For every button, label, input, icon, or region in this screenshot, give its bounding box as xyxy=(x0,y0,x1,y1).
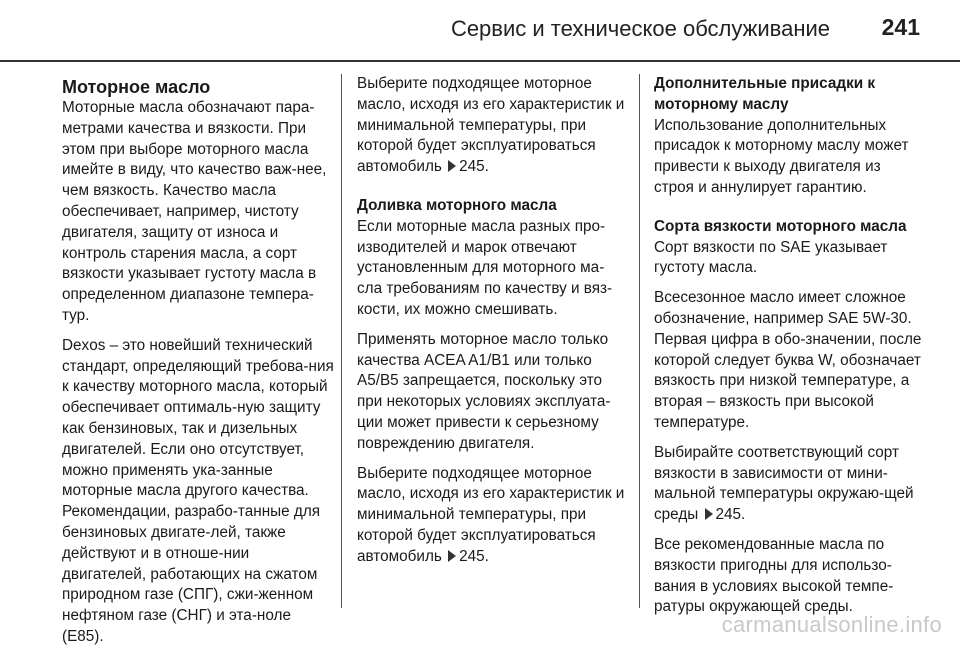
paragraph-text: Выберите подходящее моторное масло, исходя из его характеристик и минимальной температуры, при которой будет эксплуатироваться автомобиль xyxy=(357,464,625,565)
paragraph: Все рекомендованные масла по вязкости пригодны для использо-вания в условиях высокой темпе-ратуры окружающей среды. xyxy=(654,535,894,616)
paragraph: Dexos – это новейший технический стандарт, определяющий требова-ния к качеству моторного масла, который обеспечивает оптималь-ную защиту как бензиновых, так и дизельных двигателей. Если оно отсутствует, можно применять ука-занные моторные масла другого качества. Рекомендации, разрабо-танные для бензиновых двигате-лей, также действуют и в отноше-нии двигателей, работающих на сжатом природном газе (СПГ), сжи-женном нефтяном газе (СНГ) и эта-ноле (E85). xyxy=(62,336,334,645)
watermark: carmanualsonline.info xyxy=(721,612,942,637)
page-reference-arrow-icon xyxy=(448,550,456,562)
paragraph-text: Выбирайте соответствующий сорт вязкости в зависимости от мини-мальной температуры окружаю-щей среды xyxy=(654,443,914,524)
page-reference[interactable] xyxy=(446,158,489,175)
paragraph: Использование дополнительных присадок к моторному маслу может привести к выходу двигателя из строя и аннулирует гарантию. xyxy=(654,116,909,196)
paragraph xyxy=(357,464,625,568)
paragraph xyxy=(357,74,625,178)
page-number: 241 xyxy=(881,14,920,40)
column-1 xyxy=(62,74,336,657)
subsection-title: Дополнительные присадки к моторному маслу xyxy=(654,75,876,113)
header-divider xyxy=(0,60,960,62)
page-reference[interactable] xyxy=(446,548,489,565)
paragraph: Если моторные масла разных про-изводителей и марок отвечают установленным для моторного ма-сла требованиям по качеству и вяз-кости, их можно смешивать. xyxy=(357,217,613,318)
paragraph: Моторные масла обозначают пара-метрами качества и вязкости. При этом при выборе моторного масла имейте в виду, что качество важ-нее, чем вязкость. Качество масла обеспечивает, например, чистоту двигателя, защиту от износа и контроль старения масла, а сорт вязкости указывает густоту масла в определенном диапазоне темпера-тур. xyxy=(62,99,327,324)
paragraph: Сорт вязкости по SAE указывает густоту масла. xyxy=(654,238,888,277)
subsection-title: Сорта вязкости моторного масла xyxy=(654,217,907,235)
paragraph: Всесезонное масло имеет сложное обозначение, например SAE 5W-30. Первая цифра в обо-значении, после которой следует буква W, обозначает вязкость при низкой температуре, а вторая – вязкость при высокой температуре. xyxy=(654,289,922,431)
column-divider-2 xyxy=(639,74,640,608)
page-reference-arrow-icon xyxy=(705,508,713,520)
column-divider-1 xyxy=(341,74,342,608)
column-2 xyxy=(357,74,625,577)
header-title: Сервис и техническое обслуживание xyxy=(450,16,830,41)
page-reference-number: 245. xyxy=(459,158,489,176)
page-header xyxy=(0,0,960,62)
page-reference-number: 245. xyxy=(459,547,489,565)
page-reference[interactable] xyxy=(703,506,746,523)
page-reference-arrow-icon xyxy=(448,160,456,172)
section-title: Моторное масло xyxy=(62,77,211,97)
column-3 xyxy=(654,74,922,627)
subsection-title: Доливка моторного масла xyxy=(357,196,557,214)
page-reference-number: 245. xyxy=(715,506,746,524)
paragraph-text: Выберите подходящее моторное масло, исходя из его характеристик и минимальной температуры, при которой будет эксплуатироваться автомобиль xyxy=(357,75,625,176)
paragraph: Применять моторное масло только качества ACEA A1/B1 или только A5/B5 запрещается, поскольку это при некоторых условиях эксплуата-ции может привести к серьезному повреждению двигателя. xyxy=(357,330,611,452)
paragraph xyxy=(654,443,922,526)
